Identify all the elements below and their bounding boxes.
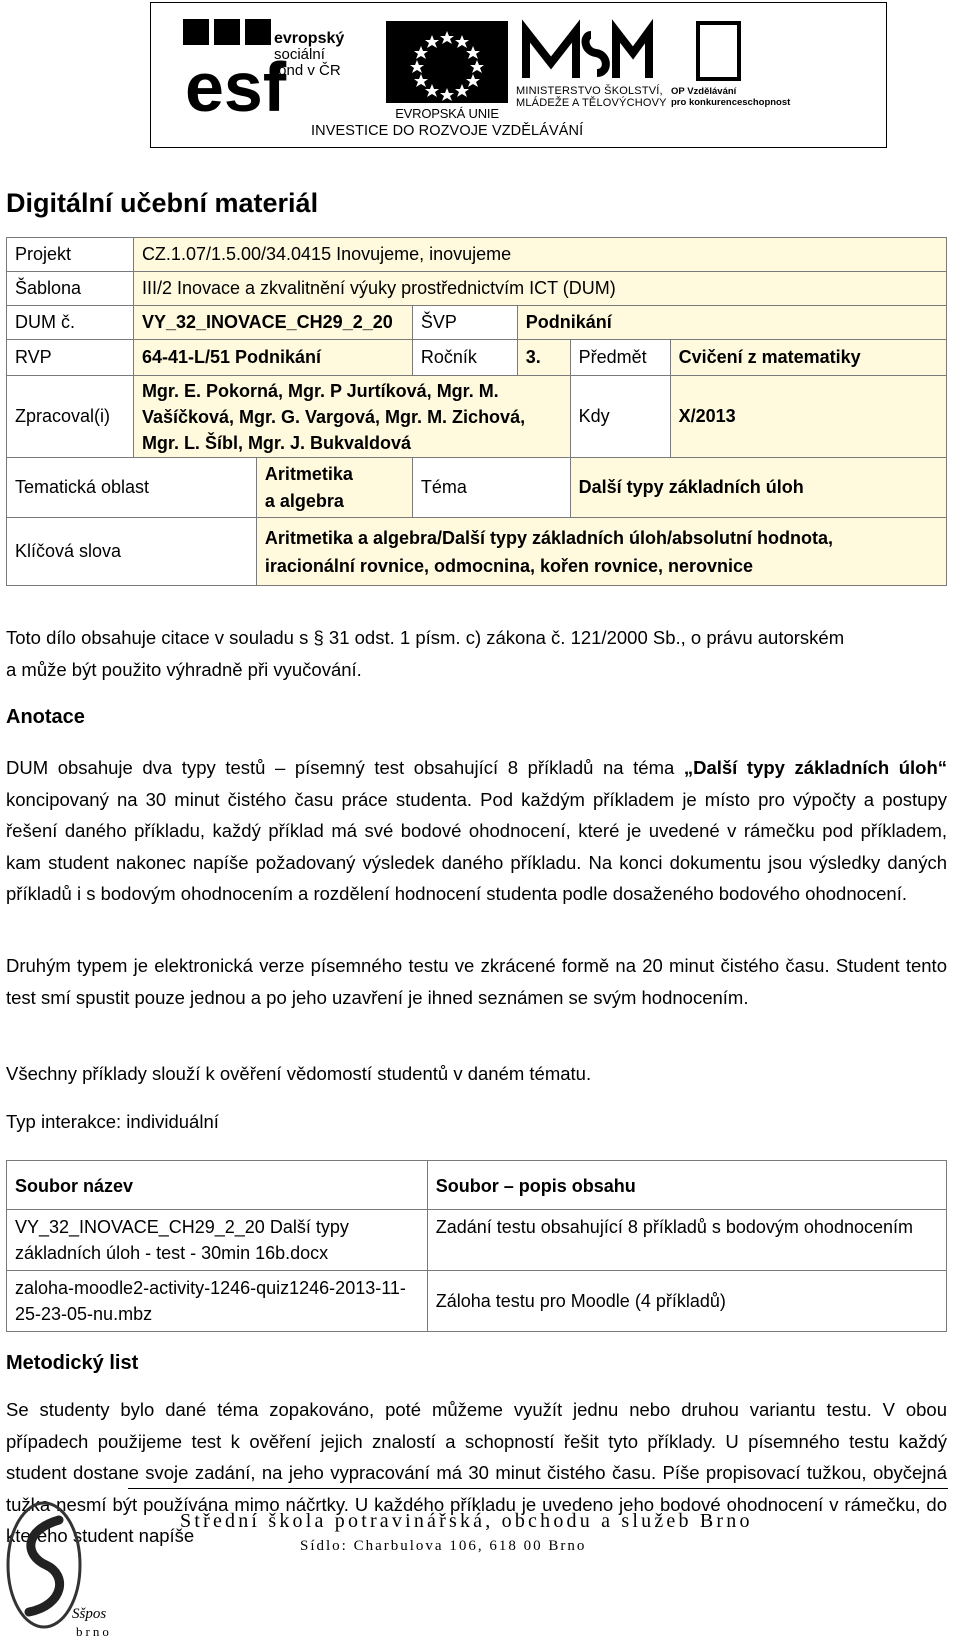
anotace-paragraph-1: DUM obsahuje dva typy testů – písemný test obsahující 8 příkladů na téma „Další typy základních úloh“ koncipovaný na 30 minut čistého času práce studenta. Pod každým příkladem je místo pro výpočty a postupy řešení daného příkladu, každý příklad má své bodové ohodnocení, které je uvedené v rámečku pod příkladem, kam student nakonec napíše požadovaný výsledek daného příkladu. Na konci dokumentu jsou výsledky daných příkladů i s bodovým ohodnocením a rozdělení hodnocení studenta podle dosaženého bodového ohodnocení. — [6, 757, 947, 904]
dum-value: VY_32_INOVACE_CH29_2_20 — [133, 306, 412, 340]
files-col-desc-header: Soubor – popis obsahu — [427, 1161, 946, 1210]
row-projekt — [7, 238, 947, 272]
row-oblast — [7, 458, 947, 518]
dum-label: DUM č. — [7, 306, 134, 340]
row-rvp — [7, 340, 947, 376]
files-col-name-header: Soubor název — [7, 1161, 428, 1210]
oblast-value: Aritmetika a algebra — [256, 458, 412, 518]
table-row — [7, 1271, 947, 1332]
svp-label: ŠVP — [412, 306, 517, 340]
svg-text:brno: brno — [76, 1624, 112, 1639]
file-name: zaloha-moodle2-activity-1246-quiz1246-2013-11-25-23-05-nu.mbz — [7, 1271, 428, 1332]
eu-flag-icon — [386, 21, 508, 103]
sablona-label: Šablona — [7, 272, 134, 306]
tema-value: Další typy základních úloh — [570, 458, 946, 518]
projekt-label: Projekt — [7, 238, 134, 272]
info-table — [6, 237, 947, 586]
zpracoval-value: Mgr. E. Pokorná, Mgr. P Jurtíková, Mgr. M. Vašíčková, Mgr. G. Vargová, Mgr. M. Zichová, Mgr. L. Šíbl, Mgr. J. Bukvaldová — [133, 376, 570, 458]
file-desc: Zadání testu obsahující 8 příkladů s bodovým ohodnocením — [427, 1210, 946, 1271]
row-dum — [7, 306, 947, 340]
school-name: Střední škola potravinářská, obchodu a služeb Brno — [180, 1510, 753, 1532]
kdy-label: Kdy — [570, 376, 670, 458]
files-table — [6, 1160, 947, 1332]
eu-label: EVROPSKÁ UNIE — [395, 106, 499, 121]
rocnik-label: Ročník — [412, 340, 517, 376]
svp-value: Podnikání — [517, 306, 946, 340]
anotace-paragraph-2: Druhým typem je elektronická verze písemného testu ve zkrácené formě na 20 minut čistého času. Student tento test smí spustit pouze jednou a po jeho uzavření je ihned seznámen se svým hodnocením. — [6, 955, 947, 1008]
investice-label: INVESTICE DO ROZVOJE VZDĚLÁVÁNÍ — [311, 123, 584, 139]
school-address: Sídlo: Charbulova 106, 618 00 Brno — [300, 1538, 587, 1554]
row-sablona — [7, 272, 947, 306]
rvp-label: RVP — [7, 340, 134, 376]
oblast-label: Tematická oblast — [7, 458, 257, 518]
sablona-value: III/2 Inovace a zkvalitnění výuky prostřednictvím ICT (DUM) — [133, 272, 946, 306]
row-klicova-slova — [7, 518, 947, 586]
msmt-logo — [521, 23, 651, 83]
svg-text:Sšpos: Sšpos — [72, 1606, 107, 1622]
file-desc: Záloha testu pro Moodle (4 příkladů) — [427, 1271, 946, 1332]
op-label: OP Vzdělávání pro konkurenceschopnost — [671, 86, 791, 108]
projekt-value: CZ.1.07/1.5.00/34.0415 Inovujeme, inovujeme — [133, 238, 946, 272]
rocnik-value: 3. — [517, 340, 570, 376]
kdy-value: X/2013 — [670, 376, 946, 458]
esf-text: evropský sociální fond v ČR — [274, 30, 345, 79]
esf-logo — [183, 19, 287, 126]
predmet-value: Cvičení z matematiky — [670, 340, 946, 376]
msmt-label: MINISTERSTVO ŠKOLSTVÍ, MLÁDEŽE A TĚLOVÝCHOVY — [516, 85, 667, 109]
interaction-type: Typ interakce: individuální — [6, 1111, 219, 1132]
tema-label: Téma — [412, 458, 570, 518]
file-name: VY_32_INOVACE_CH29_2_20 Další typy základních úloh - test - 30min 16b.docx — [7, 1210, 428, 1271]
rvp-value: 64-41-L/51 Podnikání — [133, 340, 412, 376]
metodicky-heading: Metodický list — [6, 1352, 139, 1374]
anotace-paragraph-3: Všechny příklady slouží k ověření vědomostí studentů v daném tématu. — [6, 1063, 592, 1084]
klicova-slova-value: Aritmetika a algebra/Další typy základních úloh/absolutní hodnota, iracionální rovnice, odmocnina, kořen rovnice, nerovnice — [256, 518, 946, 586]
footer-divider — [128, 1488, 948, 1489]
header-banner — [150, 2, 887, 148]
anotace-heading: Anotace — [6, 706, 85, 728]
klicova-slova-label: Klíčová slova — [7, 518, 257, 586]
zpracoval-label: Zpracoval(i) — [7, 376, 134, 458]
op-logo — [696, 21, 741, 81]
predmet-label: Předmět — [570, 340, 670, 376]
svg-text:esf: esf — [185, 48, 287, 126]
metodicky-paragraph: Se studenty bylo dané téma zopakováno, poté můžeme využít jednu nebo druhou variantu testu. V obou případech použijeme test k ověření jejich znalostí a schopností řešit tyto příklady. U písemného testu každý student dostane svoje zadání, na jeho vypracování má 30 minut čistého času. Píše propisovací tužkou, obyčejná tužka nesmí být používána mimo náčrtky. U každého příkladu je uvedeno jeho bodové ohodnocení v rámečku, do kterého student napíše — [6, 1399, 947, 1546]
row-zpracoval — [7, 376, 947, 458]
files-header-row — [7, 1161, 947, 1210]
citation-note: Toto dílo obsahuje citace v souladu s § 31 odst. 1 písm. c) zákona č. 121/2000 Sb., o právu autorském a může být použito výhradně při vyučování. — [6, 627, 845, 680]
table-row — [7, 1210, 947, 1271]
school-logo — [4, 1500, 122, 1640]
page-title: Digitální učební materiál — [6, 188, 319, 218]
